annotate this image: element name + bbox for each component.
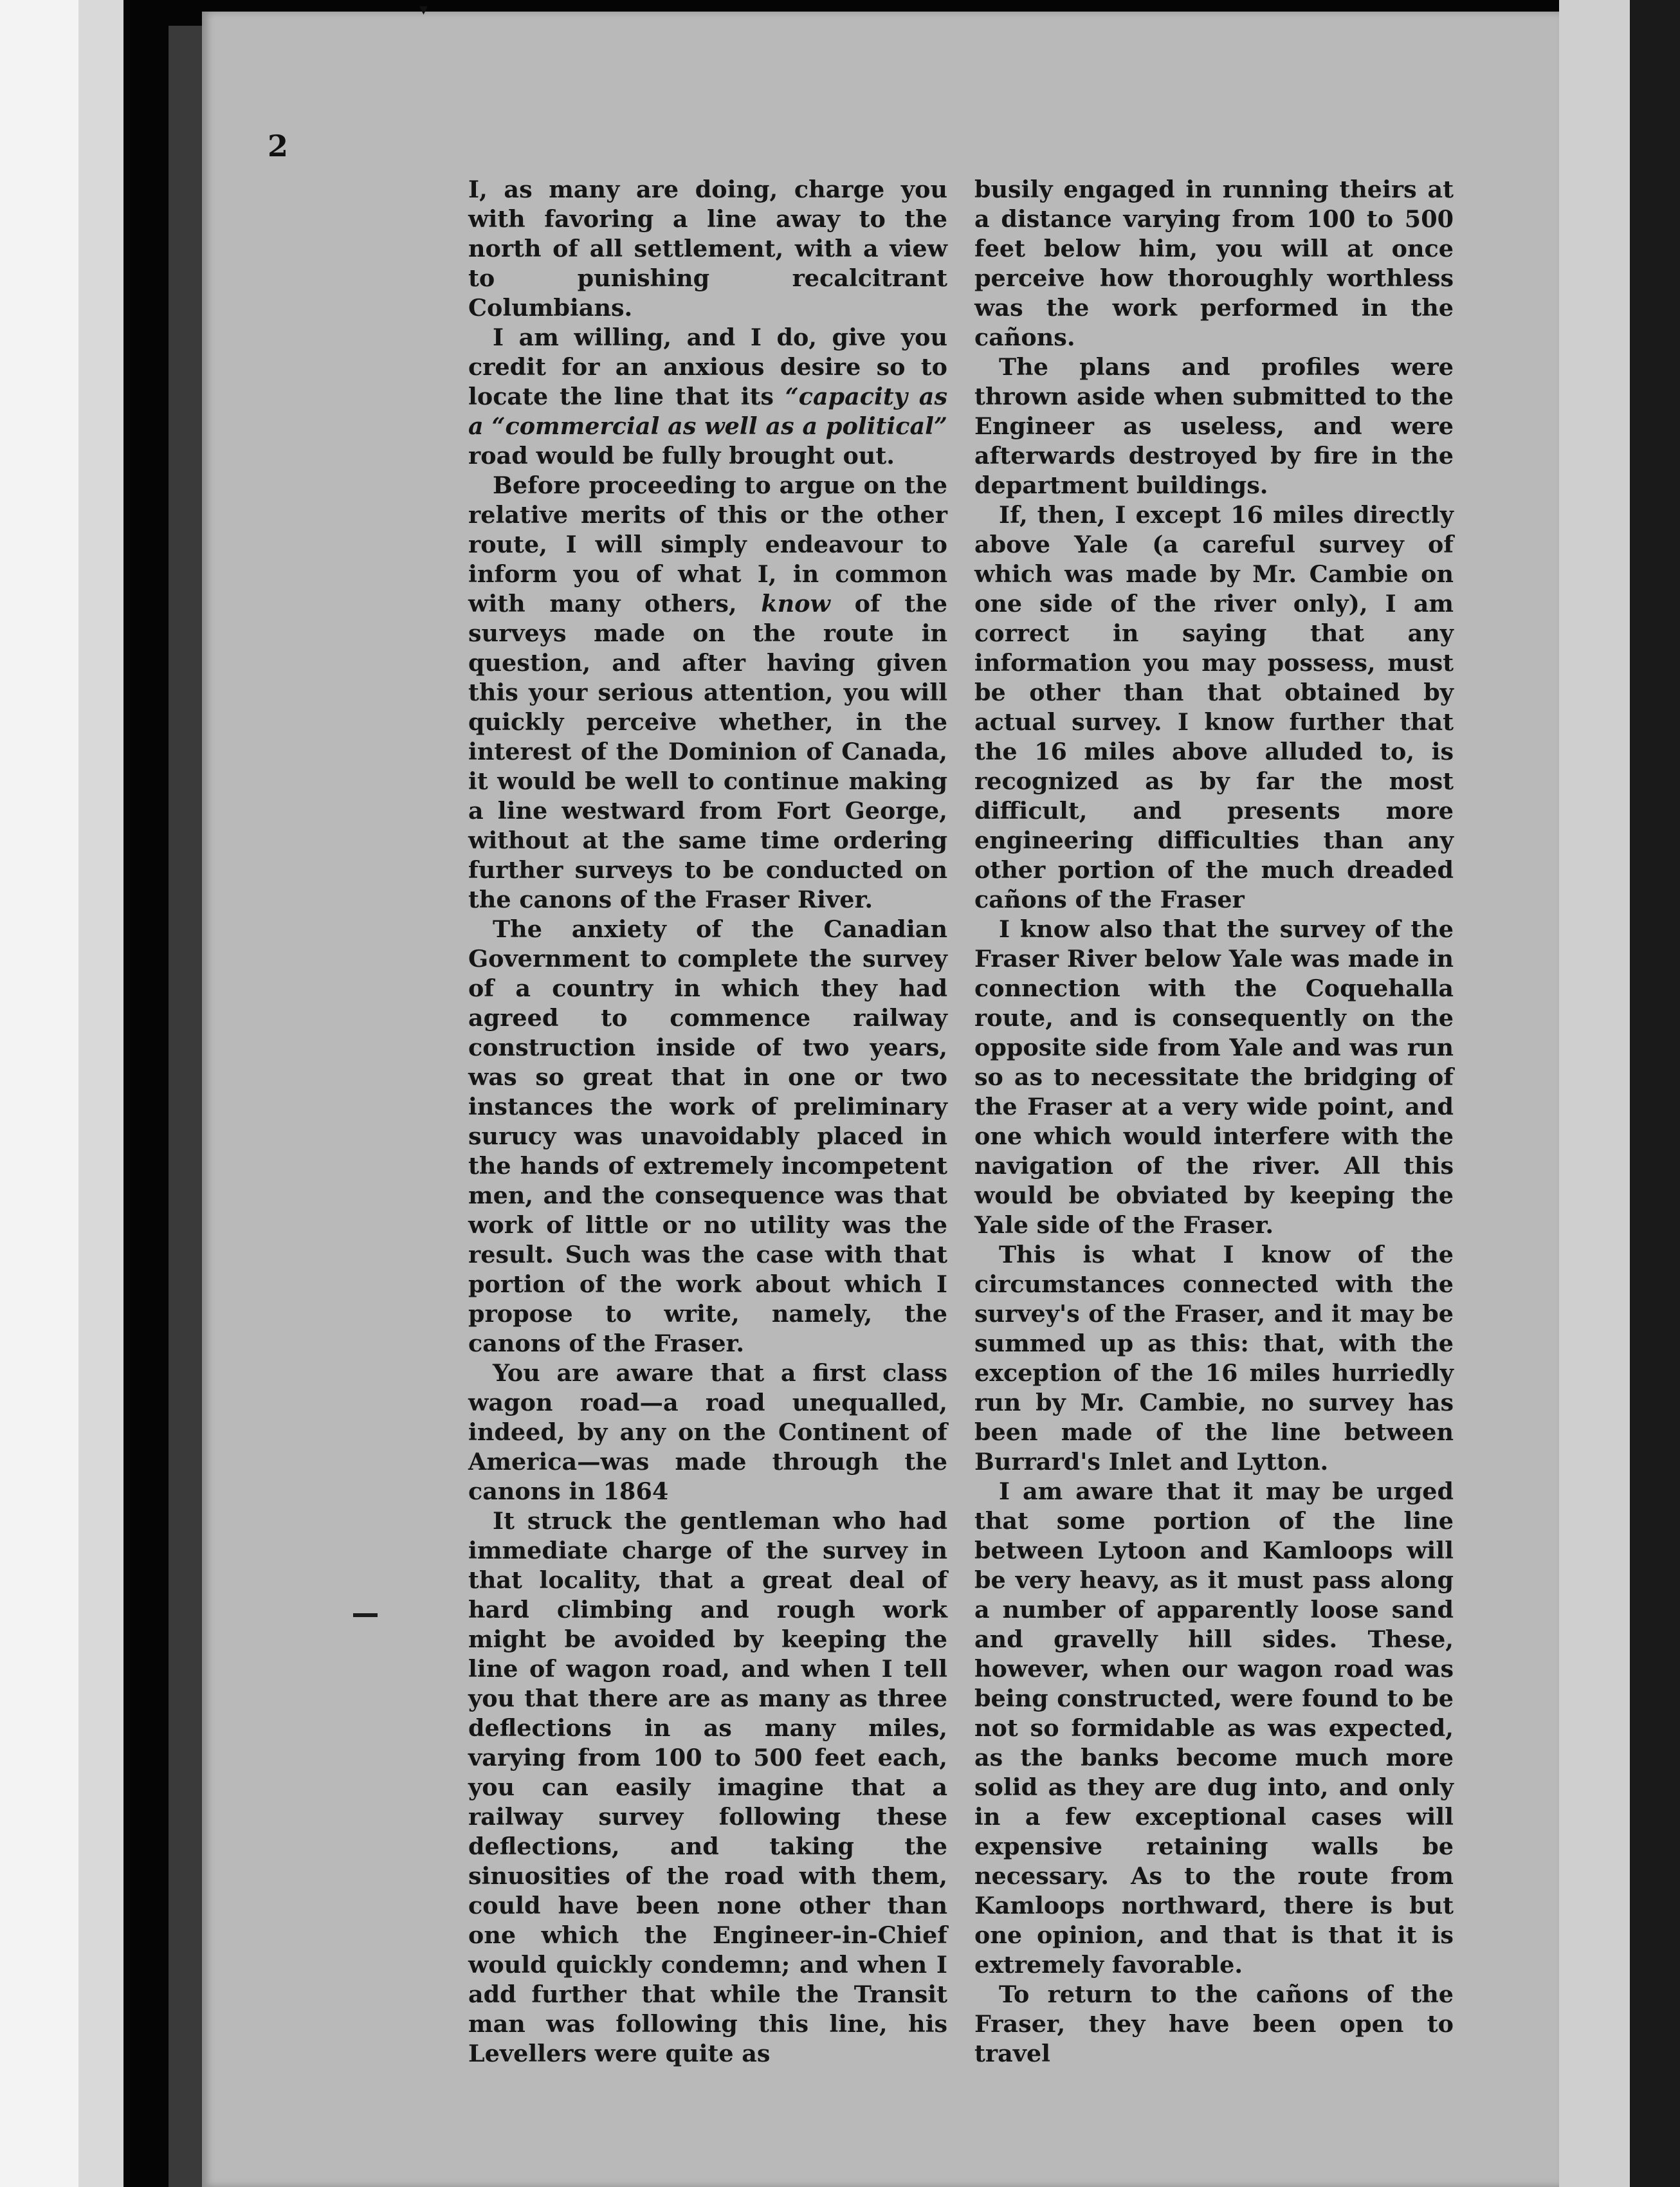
margin-dash-mark (353, 1613, 378, 1617)
text-column-right (974, 175, 1454, 2069)
paragraph-text: I am willing, and I do, give you credit for an anxious desire so to locate the line that its (468, 324, 947, 410)
page-number: 2 (268, 129, 289, 163)
paragraph: I am aware that it may be urged that some portion of the line between Lytoon and Kamloops will be very heavy, as it must pass along a number of apparently loose sand and gravelly hill sides. These, however, when our wagon road was being constructed, were found to be not so formidable as was expected, as the banks become much more solid as they are dug into, and only in a few exceptional cases will expensive retaining walls be necessary. As to the route from Kamloops northward, there is but one opinion, and that is that it is extremely favorable. (974, 1478, 1454, 1979)
paragraph (468, 323, 947, 471)
paragraph: It struck the gentleman who had immediate charge of the survey in that locality, that a great deal of hard climbing and rough work might be avoided by keeping the line of wagon road, and when I tell you that there are as many as three deflections in as many miles, varying from 100 to 500 feet each, you can easily imagine that a railway survey following these deflections, and taking the sinuosities of the road with them, could have been none other than one which the Engineer-in-Chief would quickly condemn; and when I add further that while the Transit man was following this line, his Levellers were quite as (468, 1507, 947, 2067)
paragraph: I know also that the survey of the Fraser River below Yale was made in connection with the Coquehalla route, and is consequently on the opposite side from Yale and was run so as to necessitate the bridging of the Fraser at a very wide point, and one which would interfere with the navigation of the river. All this would be obviated by keeping the Yale side of the Fraser. (974, 915, 1454, 1239)
quoted-phrase: “capacity as a “commercial as well as a political” (468, 383, 948, 440)
paragraph: If, then, I except 16 miles directly above Yale (a careful survey of which was made by Mr. Cambie on one side of the river only), I am correct in saying that any information you may possess, must be other than that obtained by actual survey. I know further that the 16 miles above alluded to, is recognized as by far the most difficult, and presents more engineering difficulties than any other portion of the much dreaded cañons of the Fraser (974, 501, 1454, 913)
paragraph-text: of the surveys made on the route in question, and after having given this your serious attention, you will quickly perceive whether, in the interest of the Dominion of Canada, it would be well to continue making a line westward from Fort George, without at the same time ordering further surveys to be conducted on the canons of the Fraser River. (468, 590, 947, 913)
scan-margin-left (78, 0, 123, 2187)
paragraph: To return to the cañons of the Fraser, they have been open to travel (974, 1981, 1454, 2067)
emphasized-word: know (761, 590, 830, 618)
paragraph (468, 471, 947, 915)
scan-background-left (0, 0, 78, 2187)
text-column-left (468, 175, 947, 2069)
paragraph: The plans and profiles were thrown aside when submitted to the Engineer as useless, and were afterwards destroyed by fire in the department buildings. (974, 353, 1454, 499)
paragraph-text: Before proceeding to argue on the relative merits of this or the other route, I will simply endeavour to inform you of what I, in common with many others, (468, 471, 947, 618)
scan-margin-right (1559, 0, 1630, 2187)
paragraph: I, as many are doing, charge you with favoring a line away to the north of all settlement, with a view to punishing recalcitrant Columbians. (468, 176, 947, 322)
page-binding-edge (169, 26, 202, 2187)
scan-background-right (1630, 0, 1680, 2187)
paragraph: busily engaged in running theirs at a distance varying from 100 to 500 feet below him, you will at once perceive how thoroughly worthless was the work performed in the cañons. (974, 176, 1454, 351)
paragraph: You are aware that a first class wagon road—a road unequalled, indeed, by any on the Continent of America—was made through the canons in 1864 (468, 1359, 947, 1505)
paragraph: This is what I know of the circumstances connected with the survey's of the Fraser, and it may be summed up as this: that, with the exception of the 16 miles hurriedly run by Mr. Cambie, no survey has been made of the line between Burrard's Inlet and Lytton. (974, 1241, 1454, 1476)
paragraph-text: road would be fully brought out. (468, 442, 895, 470)
scan-tick-mark: ▾ (419, 0, 428, 19)
paragraph: The anxiety of the Canadian Government to complete the survey of a country in which they had agreed to commence railway construction inside of two years, was so great that in one or two instances the work of preliminary surucy was unavoidably placed in the hands of extremely incompetent men, and the consequence was that work of little or no utility was the result. Such was the case with that portion of the work about which I propose to write, namely, the canons of the Fraser. (468, 915, 947, 1357)
